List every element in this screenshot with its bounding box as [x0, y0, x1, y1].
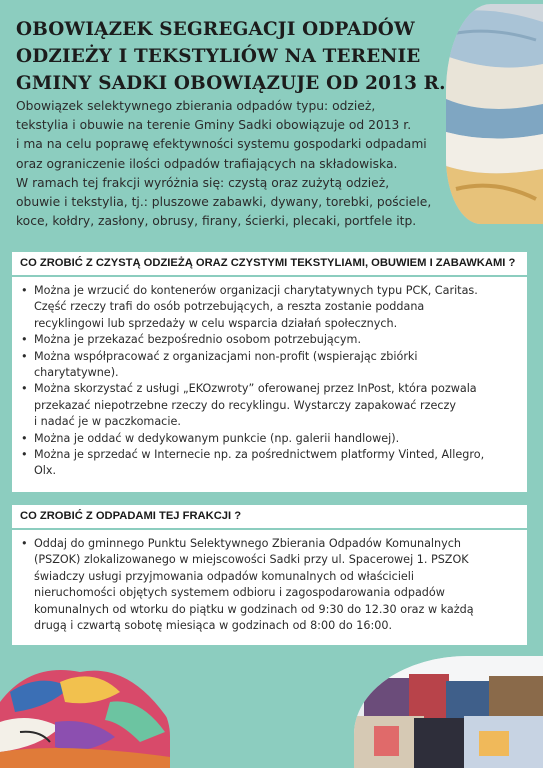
intro-line: tekstylia i obuwie na terenie Gminy Sadki obowiązuje od 2013 r. — [16, 118, 412, 133]
page-title — [16, 16, 446, 97]
folded-clothes-photo — [446, 4, 543, 224]
title-line: GMINY SADKI OBOWIĄZUJE OD 2013 R. — [16, 73, 446, 94]
list-item-line: • Można współpracować z organizacjami non-profit (wspierając zbiórki — [34, 349, 418, 363]
list-item-line: recyklingowi lub sprzedaży w celu wsparcia działań społecznych. — [34, 316, 398, 330]
intro-line: Obowiązek selektywnego zbierania odpadów typu: odzież, — [16, 99, 376, 113]
list-item-line: • Oddaj do gminnego Punktu Selektywnego Zbierania Odpadów Komunalnych — [34, 537, 461, 550]
list-item — [34, 283, 517, 332]
intro-line: i ma na celu poprawę efektywności systemu gospodarki odpadami — [16, 137, 427, 152]
list-item-line: komunalnych od wtorku do piątku w godzinach od 9:30 do 12.30 oraz w każdą — [34, 602, 474, 616]
section-heading: CO ZROBIĆ Z CZYSTĄ ODZIEŻĄ ORAZ CZYSTYMI TEKSTYLIAMI, OBUWIEM I ZABAWKAMI ? — [12, 252, 527, 277]
title-line: OBOWIĄZEK SEGREGACJI ODPADÓW — [16, 19, 415, 40]
list-item — [34, 349, 517, 382]
title-line: ODZIEŻY I TEKSTYLIÓW NA TERENIE — [16, 46, 421, 67]
intro-paragraph — [16, 97, 446, 231]
list-item-line: nieruchomości objętych systemem odbioru i zagospodarowania odpadów — [34, 586, 445, 600]
intro-line: oraz ograniczenie ilości odpadów trafiających na składowiska. — [16, 156, 398, 171]
waste-section — [12, 505, 527, 645]
list-item-line: • Można je sprzedać w Internecie np. za pośrednictwem platformy Vinted, Allegro, — [34, 448, 485, 462]
intro-line: koce, kołdry, zasłony, obrusy, firany, ścierki, plecaki, portfele itp. — [16, 214, 417, 229]
list-item — [34, 447, 517, 480]
list-item-line: i nadać je w paczkomacie. — [34, 415, 181, 429]
clean-clothes-section — [12, 252, 527, 492]
list-item — [34, 381, 517, 430]
list-item-line: Część rzeczy trafi do osób potrzebujących, a reszta zostanie poddana — [34, 300, 425, 314]
intro-line: W ramach tej frakcji wyróżnia się: czystą oraz zużytą odzież, — [16, 175, 390, 190]
bullet-list — [12, 536, 517, 634]
list-item-line: • Można je oddać w dedykowanym punkcie (np. galerii handlowej). — [34, 431, 400, 445]
section-heading: CO ZROBIĆ Z ODPADAMI TEJ FRAKCJI ? — [12, 505, 527, 530]
clothes-pile-photo — [0, 662, 170, 768]
list-item — [34, 536, 517, 634]
list-item-line: charytatywne). — [34, 366, 119, 380]
list-item-line: drugą i czwartą sobotę miesiąca w godzinach od 8:00 do 16:00. — [34, 619, 393, 633]
list-item-line: • Można je przekazać bezpośrednio osobom potrzebującym. — [34, 333, 362, 347]
list-item-line: • Można je wrzucić do kontenerów organizacji charytatywnych typu PCK, Caritas. — [34, 284, 478, 297]
clothes-stack-photo — [354, 656, 543, 768]
bullet-list — [12, 283, 517, 480]
list-item — [34, 332, 517, 348]
list-item-line: (PSZOK) zlokalizowanego w miejscowości Sadki przy ul. Spacerowej 1. PSZOK — [34, 553, 469, 567]
list-item-line: • Można skorzystać z usługi „EKOzwroty” oferowanej przez InPost, która pozwala — [34, 382, 477, 396]
intro-line: obuwie i tekstylia, tj.: pluszowe zabawki, dywany, torebki, pościele, — [16, 195, 432, 210]
list-item-line: Olx. — [34, 464, 57, 478]
list-item — [34, 431, 517, 447]
list-item-line: świadczy usługi przyjmowania odpadów komunalnych od właścicieli — [34, 569, 415, 583]
list-item-line: przekazać niepotrzebne rzeczy do recyklingu. Wystarczy zapakować rzeczy — [34, 398, 457, 412]
